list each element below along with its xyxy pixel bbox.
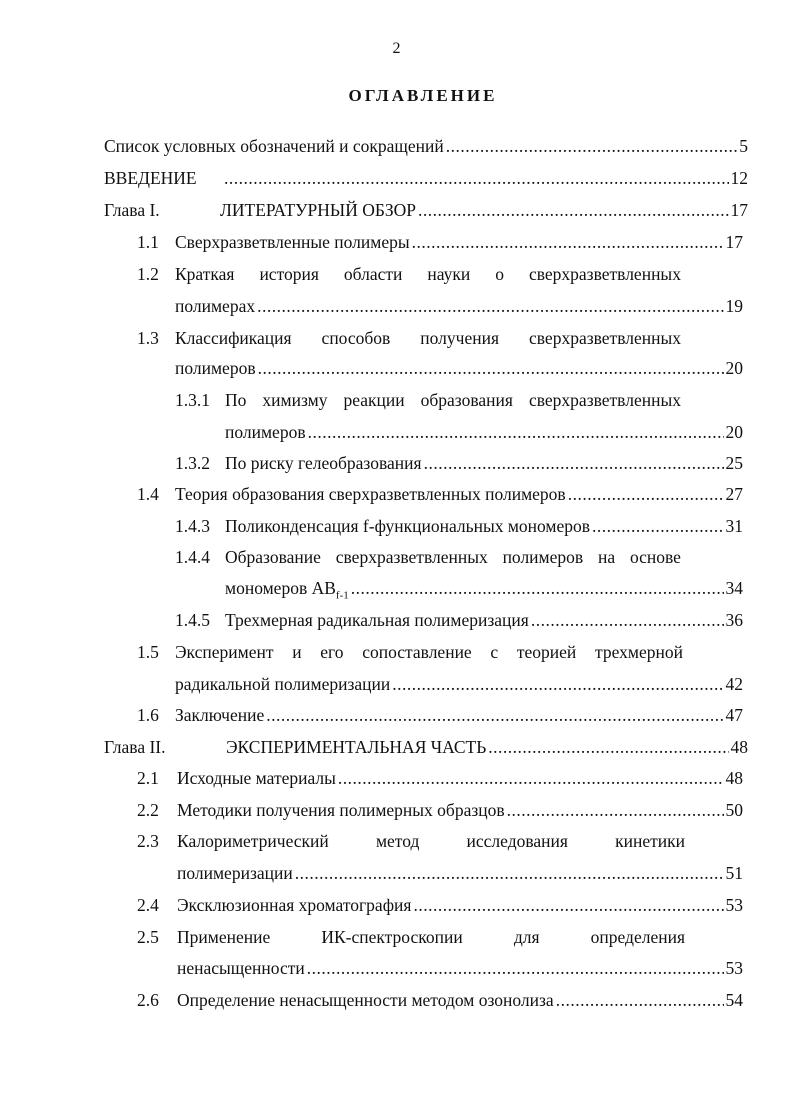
toc-section-number: 2.1 [137, 768, 159, 788]
toc-page-number: 47 [725, 705, 743, 725]
toc-section-number: 1.1 [137, 232, 159, 252]
toc-chapter-2 [104, 735, 748, 759]
toc-section-2-1 [137, 766, 743, 790]
toc-word: Классификация [175, 328, 292, 348]
toc-entry-text: По риску гелеобразования [225, 453, 422, 473]
toc-leader-dots [307, 956, 724, 980]
toc-word: теорией [516, 642, 577, 662]
toc-entry-text: Сверхразветвленные полимеры [175, 232, 410, 252]
toc-word: Калориметрический [177, 831, 329, 851]
toc-word: сверхразветвленных [528, 264, 681, 284]
toc-entry-text: Теория образования сверхразветвленных полимеров [175, 484, 566, 504]
toc-section-number: 2.3 [137, 831, 159, 851]
toc-leader-dots [446, 134, 738, 158]
toc-entry-text: Трехмерная радикальная полимеризация [225, 610, 529, 630]
toc-word: По [225, 390, 247, 410]
toc-section-1-4-4-text [225, 545, 681, 569]
toc-section-1-5-cont [175, 672, 743, 696]
toc-section-1-2-text [175, 262, 681, 286]
toc-word: Образование [225, 547, 321, 567]
toc-word: сверхразветвленных [335, 547, 488, 567]
toc-section-1-6 [137, 703, 743, 727]
toc-leader-dots [592, 514, 723, 538]
toc-word: области [343, 264, 403, 284]
toc-word: химизму [262, 390, 328, 410]
toc-section-number: 2.6 [137, 990, 159, 1010]
toc-word: сверхразветвленных [528, 390, 681, 410]
toc-word: его [320, 642, 344, 662]
toc-leader-dots [507, 798, 724, 822]
toc-word: основе [629, 547, 681, 567]
toc-chapter-1 [104, 198, 748, 222]
toc-entry-text: полимерах [175, 296, 256, 316]
toc-chapter-label: Глава II. [104, 737, 166, 757]
toc-section-1-3-1-cont [225, 420, 743, 444]
toc-leader-dots [418, 198, 728, 222]
toc-page-number: 51 [725, 863, 743, 883]
toc-section-1-3-1-text [225, 388, 681, 412]
toc-section-1-3-1 [175, 388, 225, 412]
toc-word: образования [420, 390, 513, 410]
toc-leader-dots [568, 482, 724, 506]
toc-word: кинетики [615, 831, 685, 851]
toc-entry-text: ЭКСПЕРИМЕНТАЛЬНАЯ ЧАСТЬ [226, 737, 487, 757]
toc-leader-dots [531, 608, 724, 632]
toc-word: реакции [343, 390, 405, 410]
toc-page-number: 25 [725, 453, 743, 473]
toc-section-1-3-2 [175, 451, 743, 475]
toc-leader-dots [308, 420, 724, 444]
toc-section-number: 1.3 [137, 328, 159, 348]
page-number: 2 [392, 40, 401, 57]
toc-section-1-4-5 [175, 608, 743, 632]
toc-section-number: 1.4.4 [175, 547, 210, 567]
toc-section-1-3-cont [175, 356, 743, 380]
toc-page-number: 20 [725, 358, 743, 378]
toc-section-1-4-4 [175, 545, 225, 569]
toc-entry-text: полимеров [175, 358, 256, 378]
toc-page-number: 54 [725, 990, 743, 1010]
toc-leader-dots [413, 893, 723, 917]
toc-word: полимеров [502, 547, 584, 567]
toc-section-1-2 [137, 262, 175, 286]
toc-word: получения [420, 328, 500, 348]
toc-entry-abbreviations [104, 134, 748, 158]
toc-section-number: 1.6 [137, 705, 159, 725]
toc-section-number: 1.4.3 [175, 516, 210, 536]
toc-section-number: 2.2 [137, 800, 159, 820]
toc-page-number: 42 [725, 674, 743, 694]
toc-leader-dots [295, 861, 724, 885]
toc-word: с [490, 642, 499, 662]
toc-word: история [259, 264, 319, 284]
toc-page-number: 20 [725, 422, 743, 442]
toc-entry-text: Список условных обозначений и сокращений [104, 136, 444, 156]
toc-section-1-4-3 [175, 514, 743, 538]
toc-word: науки [427, 264, 471, 284]
toc-leader-dots [258, 356, 724, 380]
toc-section-number: 1.5 [137, 642, 159, 662]
toc-section-2-6 [137, 988, 743, 1012]
toc-section-1-5 [137, 640, 175, 664]
toc-page-number: 17 [725, 232, 743, 252]
toc-page-number: 17 [730, 200, 748, 220]
toc-entry-introduction [104, 166, 748, 190]
toc-page-number: 12 [730, 168, 748, 188]
toc-word: сверхразветвленных [529, 328, 681, 348]
toc-leader-dots [488, 735, 728, 759]
toc-entry-text: полимеризации [177, 863, 293, 883]
toc-page-number: 27 [725, 484, 743, 504]
toc-page-number: 53 [725, 958, 743, 978]
toc-section-number: 1.2 [137, 264, 159, 284]
toc-entry-text: ненасыщенности [177, 958, 305, 978]
toc-page-number: 50 [725, 800, 743, 820]
toc-entry-text: ВВЕДЕНИЕ [104, 168, 197, 188]
toc-section-number: 2.4 [137, 895, 159, 915]
toc-word: Применение [177, 927, 271, 947]
toc-word: для [513, 927, 540, 947]
toc-word: о [495, 264, 504, 284]
toc-section-2-4 [137, 893, 743, 917]
toc-section-1-3-text [175, 326, 681, 350]
toc-word: на [597, 547, 616, 567]
toc-page-number: 5 [739, 136, 748, 156]
toc-entry-text: радикальной полимеризации [175, 674, 391, 694]
toc-word: и [292, 642, 302, 662]
toc-section-1-4-4-cont [225, 576, 743, 600]
toc-section-number: 1.3.1 [175, 390, 210, 410]
toc-leader-dots [257, 294, 723, 318]
toc-section-2-3 [137, 829, 177, 853]
toc-section-number: 1.4 [137, 484, 159, 504]
toc-page-number: 53 [725, 895, 743, 915]
toc-word: ИК-спектроскопии [321, 927, 463, 947]
toc-entry-text: Исходные материалы [177, 768, 336, 788]
toc-word: определения [590, 927, 685, 947]
toc-page-number: 19 [725, 296, 743, 316]
toc-entry-text-main: мономеров AB [225, 578, 336, 598]
toc-entry-text: полимеров [225, 422, 306, 442]
toc-section-1-2-cont [175, 294, 743, 318]
toc-entry-text: Определение ненасыщенности методом озонолиза [177, 990, 554, 1010]
toc-leader-dots [556, 988, 724, 1012]
toc-section-number: 1.3.2 [175, 453, 210, 473]
toc-entry-text: Методики получения полимерных образцов [177, 800, 505, 820]
toc-word: трехмерной [594, 642, 683, 662]
toc-leader-dots [338, 766, 724, 790]
page-title: ОГЛАВЛЕНИЕ [348, 86, 498, 105]
toc-word: сопоставление [362, 642, 472, 662]
toc-page-number: 31 [725, 516, 743, 536]
toc-chapter-label: Глава I. [104, 200, 160, 220]
toc-section-2-3-text [177, 829, 685, 853]
toc-section-2-3-cont [177, 861, 743, 885]
toc-section-1-4 [137, 482, 743, 506]
toc-entry-text [225, 576, 349, 608]
toc-page-number: 36 [725, 610, 743, 630]
toc-leader-dots [266, 703, 723, 727]
toc-section-2-5-text [177, 925, 685, 949]
toc-entry-text: ЛИТЕРАТУРНЫЙ ОБЗОР [220, 200, 417, 220]
toc-leader-dots [412, 230, 724, 254]
toc-leader-dots [392, 672, 723, 696]
toc-word: Эксперимент [175, 642, 274, 662]
toc-leader-dots [224, 166, 729, 190]
toc-page-number: 48 [730, 737, 748, 757]
toc-entry-subscript: f-1 [335, 589, 349, 602]
toc-section-2-5 [137, 925, 177, 949]
toc-entry-text: Заключение [175, 705, 265, 725]
toc-section-1-1 [137, 230, 743, 254]
toc-entry-text: Поликонденсация f-функциональных мономеров [225, 516, 591, 536]
toc-section-2-5-cont [177, 956, 743, 980]
toc-section-2-2 [137, 798, 743, 822]
toc-section-1-5-text [175, 640, 683, 664]
toc-word: исследования [466, 831, 568, 851]
toc-word: метод [375, 831, 420, 851]
toc-section-number: 2.5 [137, 927, 159, 947]
toc-page-number: 48 [725, 768, 743, 788]
toc-word: способов [321, 328, 391, 348]
toc-section-1-3 [137, 326, 175, 350]
toc-leader-dots [351, 576, 724, 600]
toc-page-number: 34 [725, 578, 743, 598]
toc-section-number: 1.4.5 [175, 610, 210, 630]
toc-leader-dots [424, 451, 724, 475]
toc-word: Краткая [175, 264, 235, 284]
toc-entry-text: Эксклюзионная хроматография [177, 895, 412, 915]
